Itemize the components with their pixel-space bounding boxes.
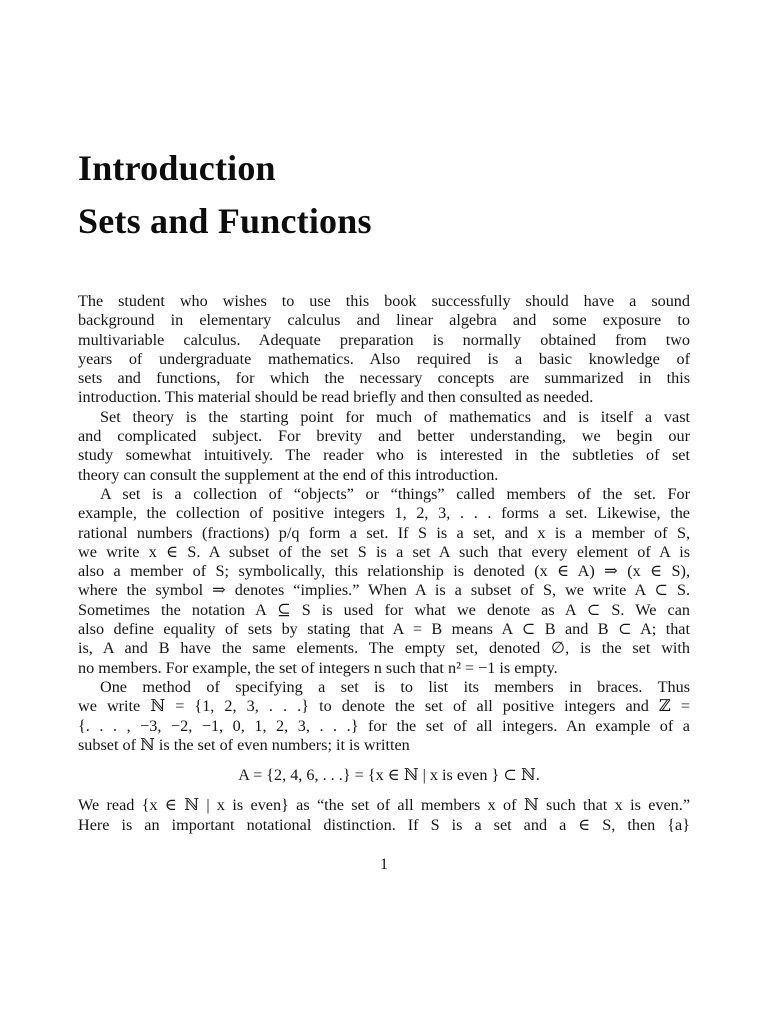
text-line: The student who wishes to use this book successfully should have a sound [78, 292, 690, 310]
text-line: where the symbol ⇒ denotes “implies.” When A is a subset of S, we write A ⊂ S. [78, 581, 690, 600]
text-line: we write ℕ = {1, 2, 3, . . .} to denote the set of all positive integers and ℤ = [78, 697, 690, 716]
text-line: and complicated subject. For brevity and better understanding, we begin our [78, 427, 690, 446]
text-line: years of undergraduate mathematics. Also required is a basic knowledge of [78, 349, 690, 368]
text-line: we write x ∈ S. A subset of the set S is a set A such that every element of A is [78, 542, 690, 561]
text-line: example, the collection of positive integers 1, 2, 3, . . . forms a set. Likewise, the [78, 504, 690, 523]
text-line: We read {x ∈ ℕ | x is even} as “the set of all members x of ℕ such that x is even.” [78, 796, 690, 815]
body-lines-after [78, 796, 690, 835]
chapter-title-line-2: Sets and Functions [78, 201, 372, 241]
body-text [78, 292, 690, 835]
text-line: {. . . , −3, −2, −1, 0, 1, 2, 3, . . .} for the set of all integers. An example of a [78, 716, 690, 735]
text-line: introduction. This material should be read briefly and then consulted as needed. [78, 388, 594, 407]
text-line: background in elementary calculus and linear algebra and some exposure to [78, 311, 690, 330]
text-line: Set theory is the starting point for much of mathematics and is itself a vast [100, 407, 690, 426]
chapter-title [78, 142, 698, 248]
chapter-title-line-1: Introduction [78, 148, 276, 188]
text-line: also a member of S; symbolically, this relationship is denoted (x ∈ A) ⇒ (x ∈ S), [78, 562, 690, 581]
text-line: is, A and B have the same elements. The empty set, denoted ∅, is the set with [78, 639, 690, 658]
text-line: no members. For example, the set of integers n such that n² = −1 is empty. [78, 658, 558, 677]
text-line: subset of ℕ is the set of even numbers; it is written [78, 735, 410, 754]
text-line: rational numbers (fractions) p/q form a set. If S is a set, and x is a member of S, [78, 523, 690, 542]
display-equation: A = {2, 4, 6, . . .} = {x ∈ ℕ | x is even } ⊂ ℕ. [238, 766, 540, 785]
page-number: 1 [380, 856, 388, 873]
text-line: Sometimes the notation A ⊆ S is used for what we denote as A ⊂ S. We can [78, 600, 690, 619]
text-line: A set is a collection of “objects” or “things” called members of the set. For [100, 484, 690, 503]
body-lines [78, 292, 690, 755]
text-line: multivariable calculus. Adequate preparation is normally obtained from two [78, 330, 690, 349]
text-line: also define equality of sets by stating that A = B means A ⊂ B and B ⊂ A; that [78, 620, 690, 639]
text-line: Here is an important notational distinction. If S is a set and a ∈ S, then {a} [78, 815, 690, 834]
text-line: theory can consult the supplement at the end of this introduction. [78, 465, 499, 484]
text-line: sets and functions, for which the necessary concepts are summarized in this [78, 369, 690, 388]
text-line: study somewhat intuitively. The reader who is interested in the subtleties of set [78, 446, 690, 465]
text-line: One method of specifying a set is to list its members in braces. Thus [100, 677, 690, 696]
